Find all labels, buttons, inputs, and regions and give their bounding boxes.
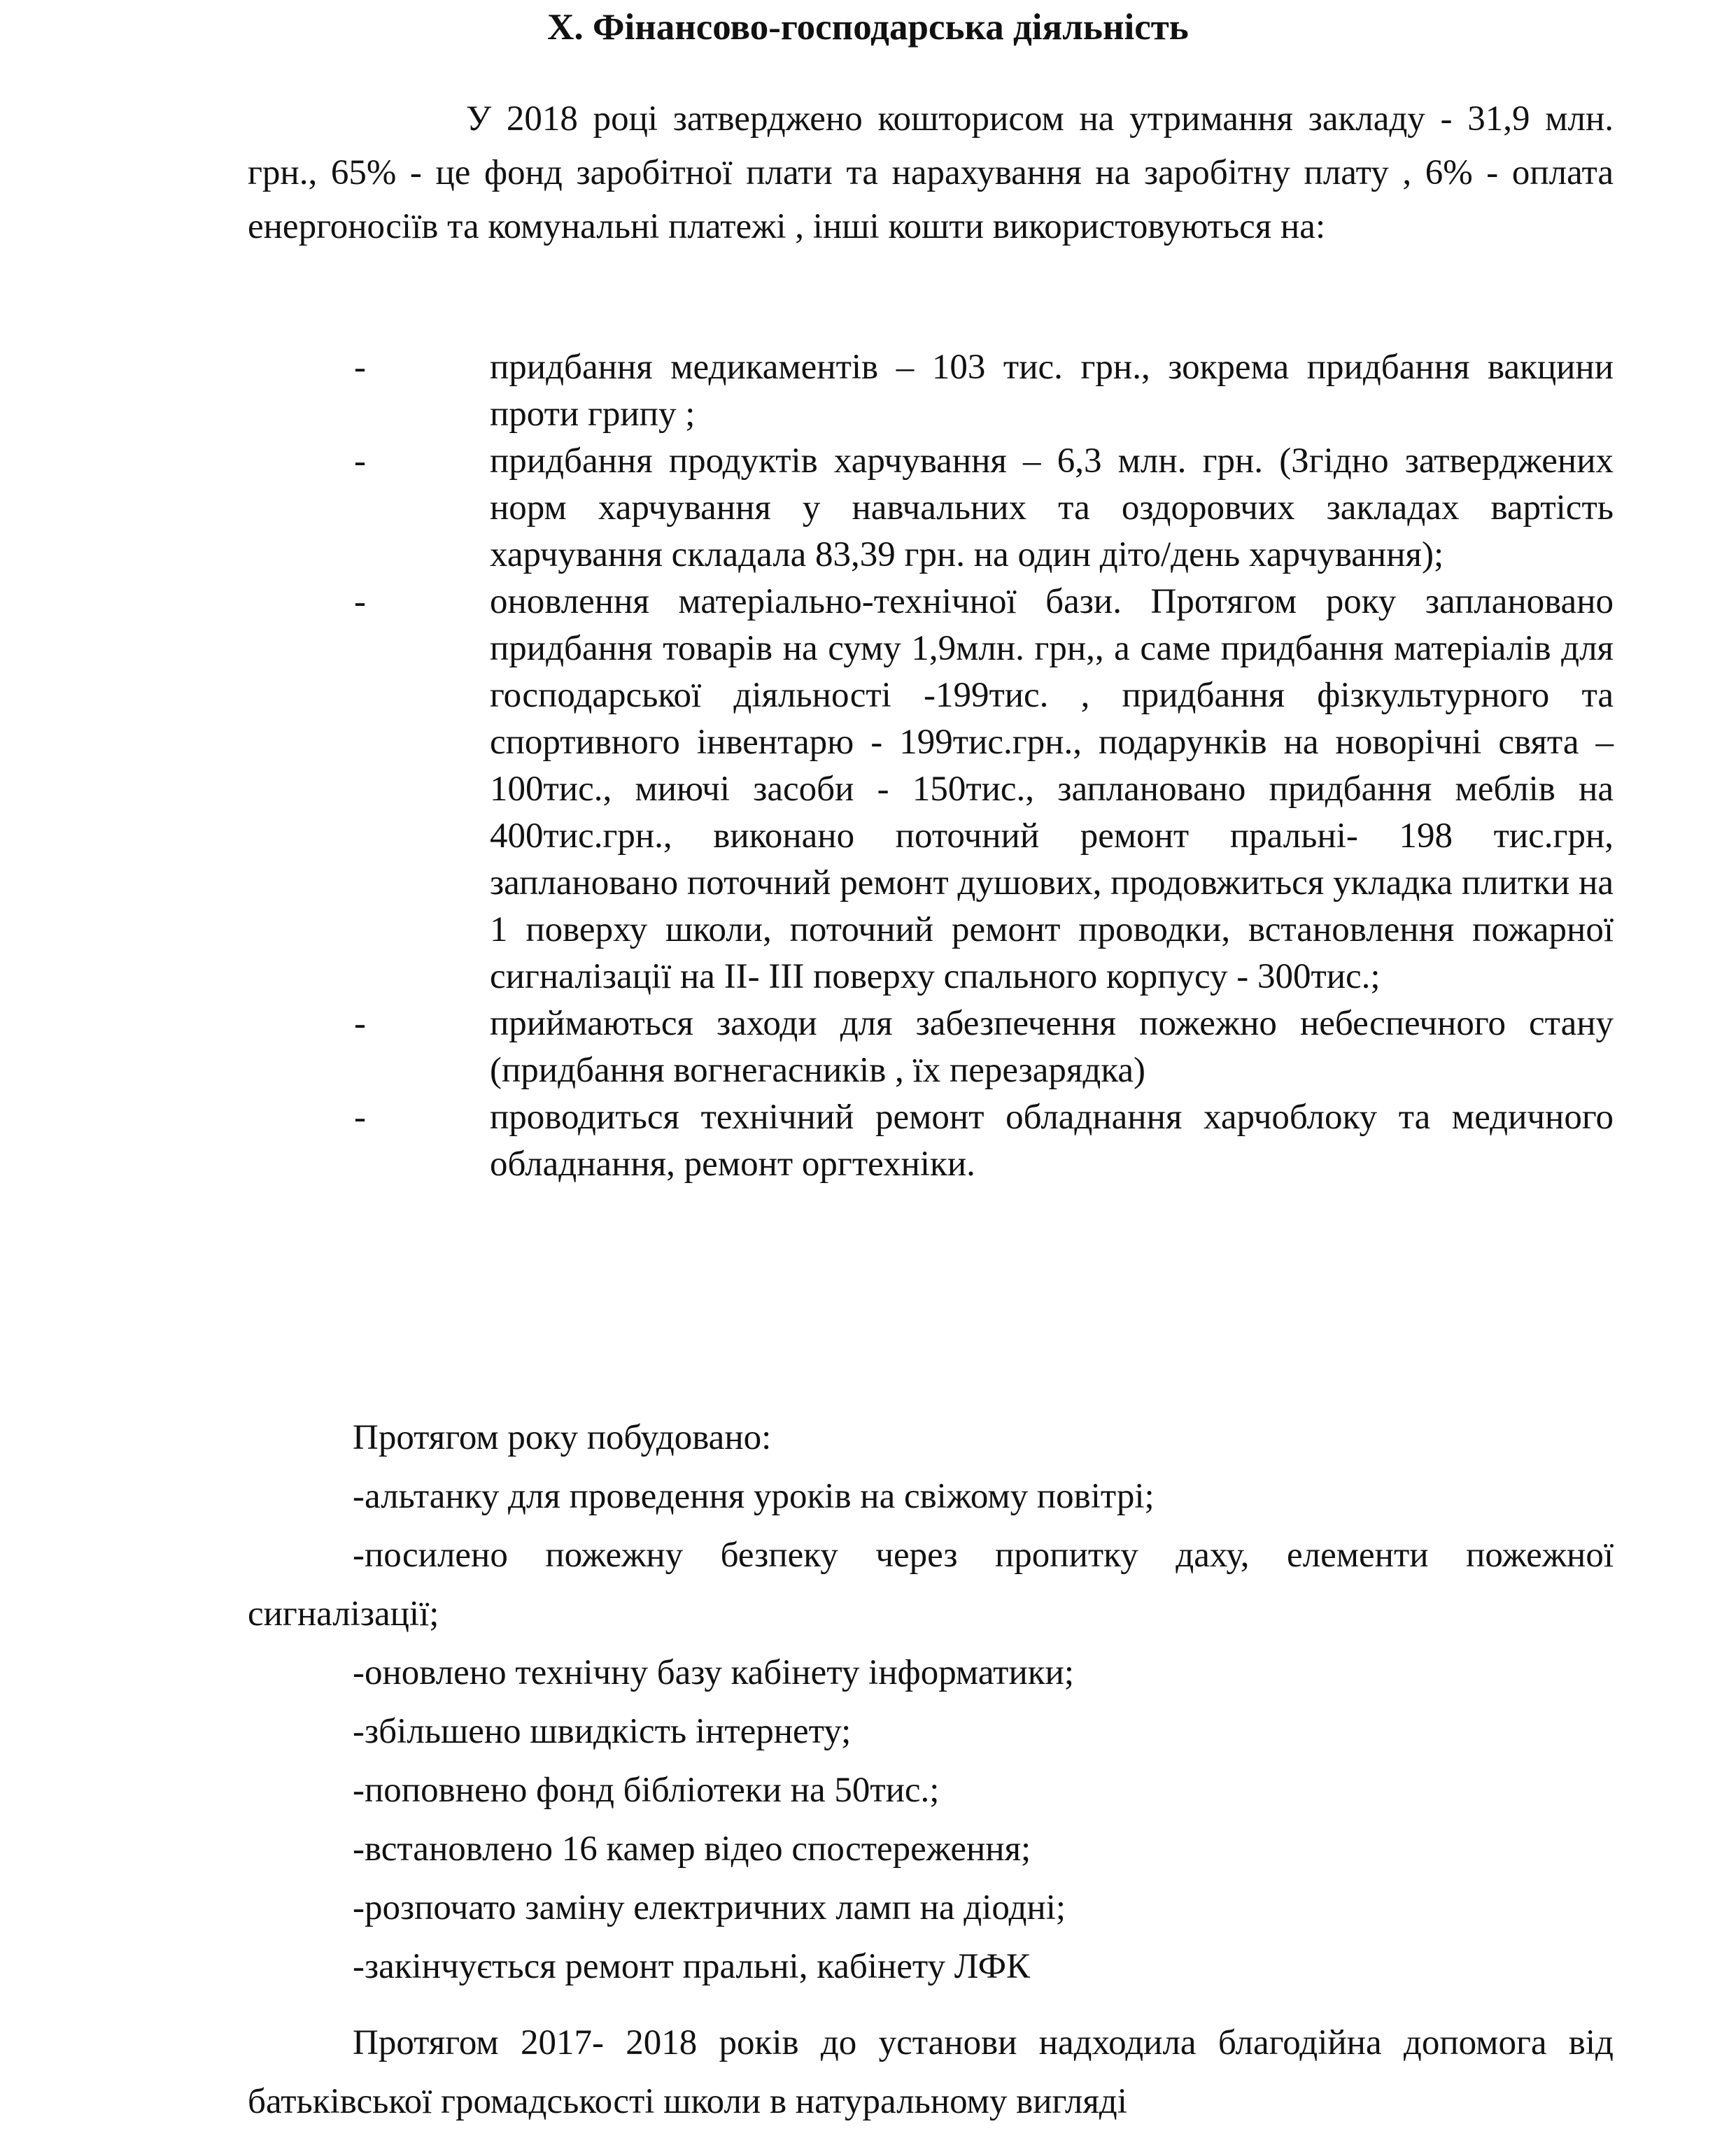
list-item-text: придбання медикаментів – 103 тис. грн., зокрема придбання вакцини проти грипу ; bbox=[490, 348, 1614, 434]
list-item-text: проводиться технічний ремонт обладнання харчоблоку та медичного обладнання, ремонт оргтехніки. bbox=[490, 1098, 1614, 1184]
built-item: -розпочато заміну електричних ламп на діодні; bbox=[353, 1888, 1066, 1927]
intro-paragraph: У 2018 році затверджено кошторисом на утримання закладу - 31,9 млн. грн., 65% - це фонд заробітної плати та нарахування на заробітну плату , 6% - оплата енергоносіїв та комунальні платежі , інші кошти використовуються на: bbox=[248, 99, 1614, 246]
bullet-dash: - bbox=[354, 582, 366, 621]
bullet-dash: - bbox=[354, 1098, 366, 1137]
list-item bbox=[0, 1094, 1736, 1188]
list-item bbox=[0, 579, 1736, 1000]
bullet-dash: - bbox=[354, 1004, 366, 1043]
built-heading: Протягом року побудовано: bbox=[353, 1418, 772, 1457]
built-item: -оновлено технічну базу кабінету інформатики; bbox=[353, 1653, 1074, 1692]
built-item: -закінчується ремонт пральні, кабінету ЛФК bbox=[353, 1947, 1031, 1986]
list-item-text: придбання продуктів харчування – 6,3 млн. грн. (Згідно затверджених норм харчування у навчальних та оздоровчих закладах вартість харчування складала 83,39 грн. на один діто/день харчування); bbox=[490, 441, 1614, 574]
list-item bbox=[0, 438, 1736, 579]
built-item: -поповнено фонд бібліотеки на 50тис.; bbox=[353, 1771, 940, 1810]
bullet-dash: - bbox=[354, 441, 366, 481]
bullet-dash: - bbox=[354, 348, 366, 387]
built-item: -посилено пожежну безпеку через пропитку даху, елементи пожежної сигналізації; bbox=[248, 1536, 1614, 1634]
list-item bbox=[0, 344, 1736, 438]
list-item-text: оновлення матеріально-технічної бази. Протягом року заплановано придбання товарів на суму 1,9млн. грн,, а саме придбання матеріалів для господарської діяльності -199тис. , придбання фізкультурного та спортивного інвентарю - 199тис.грн., подарунків на новорічні свята – 100тис., миючі засоби - 150тис., заплановано придбання меблів на 400тис.грн., виконано поточний ремонт пральні- 198 тис.грн, заплановано поточний ремонт душових, продовжиться укладка плитки на 1 поверху школи, поточний ремонт проводки, встановлення пожарної сигналізації на II- III поверху спального корпусу - 300тис.; bbox=[490, 582, 1614, 996]
list-item-text: приймаються заходи для забезпечення пожежно небеспечного стану (придбання вогнегасників , їх перезарядка) bbox=[490, 1004, 1614, 1090]
built-item: -альтанку для проведення уроків на свіжому повітрі; bbox=[353, 1477, 1155, 1516]
list-item bbox=[0, 1000, 1736, 1094]
charity-paragraph: Протягом 2017- 2018 років до установи надходила благодійна допомога від батьківської громадськості школи в натуральному вигляді bbox=[248, 2023, 1614, 2121]
section-title: X. Фінансово-господарська діяльність bbox=[547, 7, 1189, 48]
built-item: -збільшено швидкість інтернету; bbox=[353, 1712, 852, 1751]
built-item: -встановлено 16 камер відео спостереження; bbox=[353, 1829, 1031, 1869]
built-section bbox=[248, 1408, 1614, 1996]
expenses-list bbox=[0, 344, 1736, 1188]
